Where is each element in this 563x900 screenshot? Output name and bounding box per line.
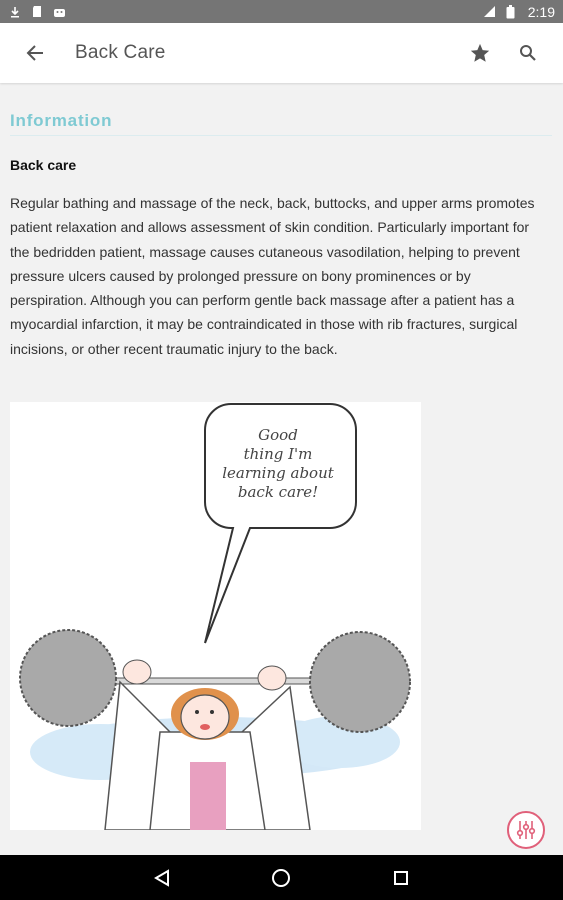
speech-line-4: back care! (237, 483, 319, 501)
home-circle-icon[interactable] (270, 867, 292, 889)
app-bar (0, 23, 563, 83)
recents-square-icon[interactable] (390, 867, 412, 889)
speech-line-1: Good (258, 426, 298, 444)
search-icon[interactable] (515, 40, 541, 66)
content-area[interactable] (0, 83, 563, 855)
filter-button[interactable] (507, 811, 545, 849)
status-time: 2:19 (527, 3, 555, 20)
status-right (482, 4, 555, 20)
arrow-back-icon[interactable] (23, 41, 47, 65)
battery-icon (504, 5, 518, 19)
navigation-bar (0, 855, 563, 900)
body-paragraph: Regular bathing and massage of the neck, back, buttocks, and upper arms promotes patient relaxation and allows assessment of skin condition. Particularly important for the bedridden patient, massage causes cutaneous vasodilation, helping to prevent pressure ulcers caused by prolonged pressure on bony prominences or by perspiration. Although you can perform gentle back massage after a patient has a myocardial infarction, it may be contraindicated in those with rib fractures, surgical incisions, or other recent traumatic injury to the back. (10, 195, 535, 357)
cartoon-drawing (10, 402, 421, 830)
download-icon (8, 5, 22, 19)
cartoon-illustration (10, 402, 421, 830)
star-icon[interactable] (467, 40, 493, 66)
speech-line-2: thing I'm (243, 445, 313, 463)
android-icon (52, 5, 66, 19)
signal-icon (482, 5, 496, 19)
adjust-sliders-icon (515, 819, 537, 841)
status-bar (0, 0, 563, 23)
page-title: Back Care (75, 42, 166, 63)
sd-card-icon (30, 5, 44, 19)
section-title: Information (10, 111, 113, 130)
section-divider (10, 135, 552, 136)
subsection-title: Back care (10, 157, 77, 173)
speech-line-3: learning about (222, 464, 334, 482)
back-triangle-icon[interactable] (151, 867, 173, 889)
app-bar-actions (467, 40, 541, 66)
status-left (8, 5, 66, 19)
